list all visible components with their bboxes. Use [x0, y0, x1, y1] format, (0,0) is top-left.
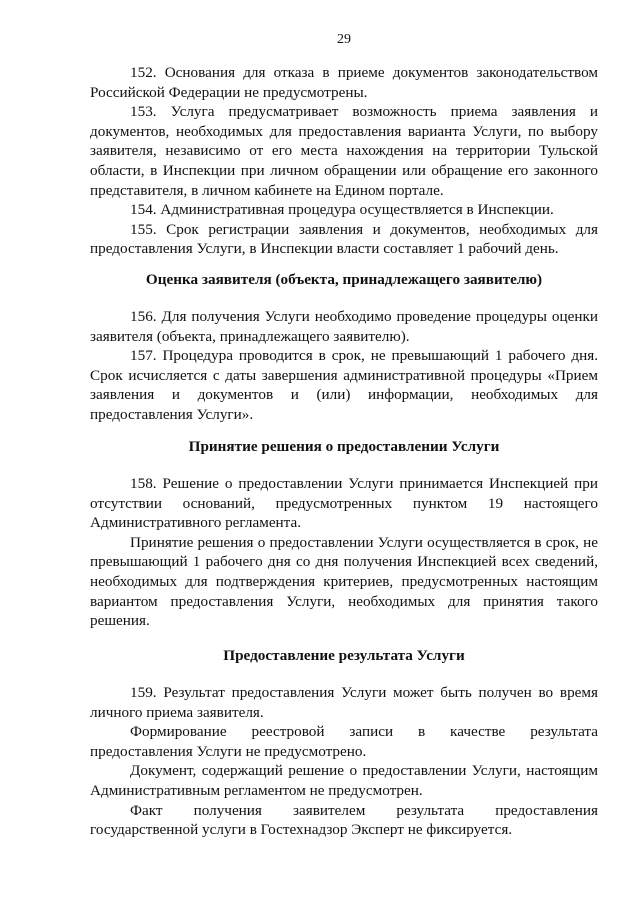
heading-result: Предоставление результата Услуги [223, 647, 465, 664]
heading-applicant-assessment: Оценка заявителя (объекта, принадлежащего заявителю) [145, 271, 543, 288]
section-intro [90, 63, 598, 259]
paragraph-registry-record: Формирование реестровой записи в качестве результата предоставления Услуги не предусмотрено. [90, 723, 598, 760]
paragraph-156: 156. Для получения Услуги необходимо проведение процедуры оценки заявителя (объекта, принадлежащего заявителю). [90, 308, 598, 345]
paragraph-155: 155. Срок регистрации заявления и документов, необходимых для предоставления Услуги, в Инспекции власти составляет 1 рабочий день. [90, 220, 598, 258]
paragraph-153: 153. Услуга предусматривает возможность приема заявления и документов, необходимых для предоставления варианта Услуги, по выбору заявителя, независимо от его места нахождения на территории Тульской области, в Инспекции при личном обращении или обращение его законного представителя, в личном кабинете на Едином портале. [90, 103, 598, 199]
heading-decision: Принятие решения о предоставлении Услуги [188, 438, 500, 455]
section-result [90, 683, 598, 840]
page-number: 29 [337, 32, 351, 47]
paragraph-154: 154. Административная процедура осуществляется в Инспекции. [130, 201, 554, 219]
paragraph-result-fact: Факт получения заявителем результата предоставления государственной услуги в Гостехнадзор Эксперт не фиксируется. [90, 801, 598, 839]
paragraph-159: 159. Результат предоставления Услуги может быть получен во время личного приема заявителя. [90, 684, 598, 721]
paragraph-152: 152. Основания для отказа в приеме документов законодательством Российской Федерации не предусмотрены. [90, 64, 598, 101]
paragraph-158: 158. Решение о предоставлении Услуги принимается Инспекцией при отсутствии оснований, предусмотренных пунктом 19 настоящего Административного регламента. [90, 475, 598, 532]
paragraph-decision-term: Принятие решения о предоставлении Услуги осуществляется в срок, не превышающий 1 рабочего дня со дня получения Инспекцией всех сведений, необходимых для подтверждения критериев, предусмотренных настоящим вариантом предоставления Услуги, необходимых для принятия такого решения. [90, 533, 598, 630]
section-assessment [90, 307, 598, 425]
paragraph-157: 157. Процедура проводится в срок, не превышающий 1 рабочего дня. Срок исчисляется с даты завершения административной процедуры «Прием заявления и документов и (или) информации, необходимых для предоставления Услуги». [90, 347, 598, 423]
paragraph-decision-document: Документ, содержащий решение о предоставлении Услуги, настоящим Административным регламентом не предусмотрен. [90, 762, 598, 799]
section-decision [90, 474, 598, 631]
